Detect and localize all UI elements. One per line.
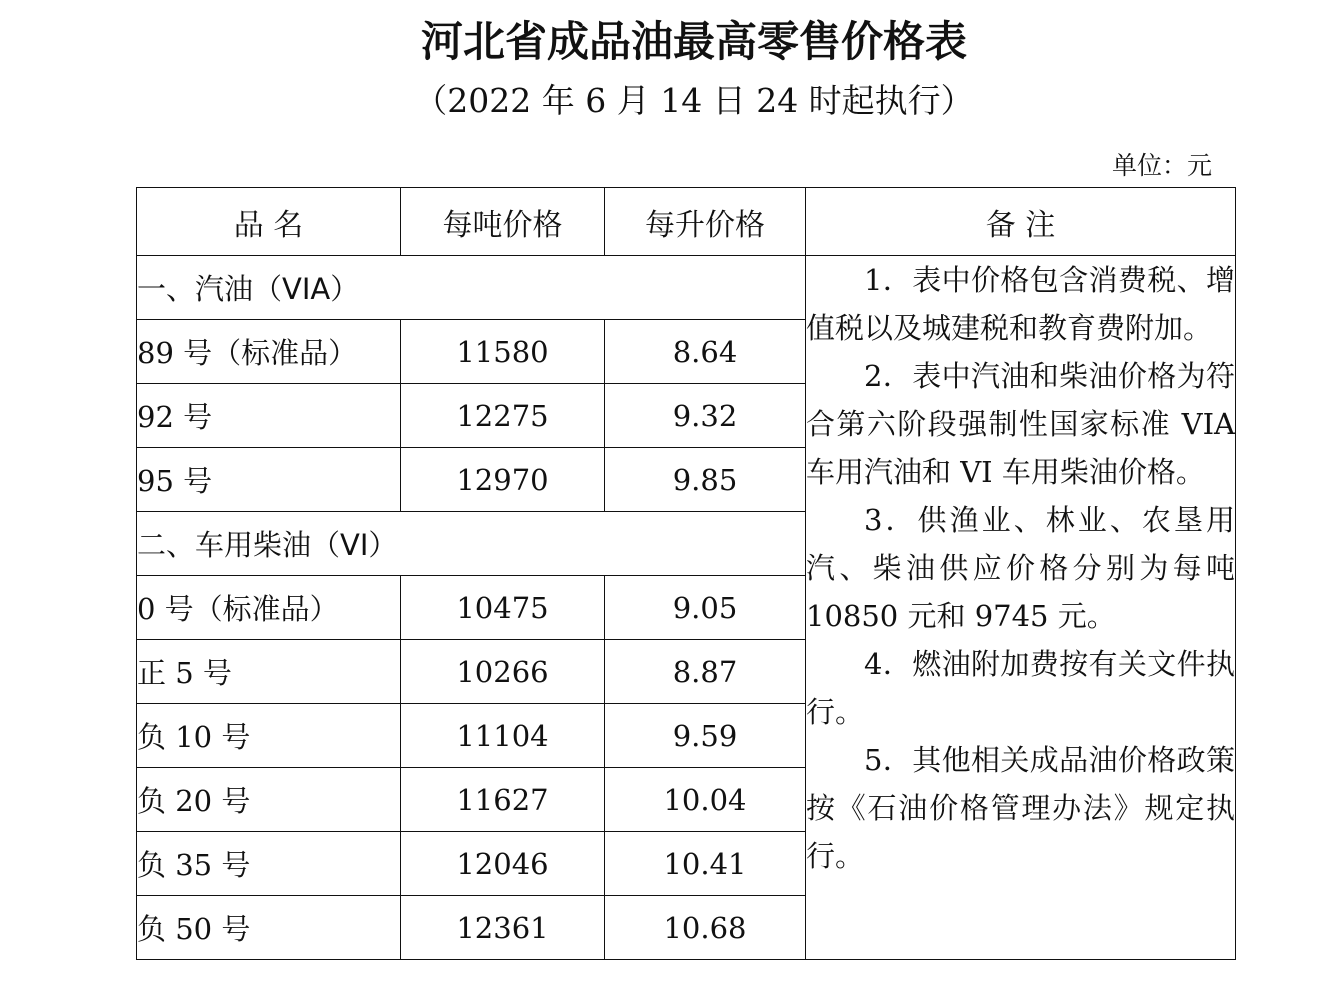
product-name: 92 号 bbox=[137, 384, 401, 448]
note-item: 5．其他相关成品油价格政策按《石油价格管理办法》规定执行。 bbox=[806, 743, 1235, 873]
section-label-diesel: 二、车用柴油（VI） bbox=[137, 512, 806, 576]
header-price-per-liter: 每升价格 bbox=[605, 188, 806, 256]
price-per-ton: 10475 bbox=[401, 576, 605, 640]
header-price-per-ton: 每吨价格 bbox=[401, 188, 605, 256]
section-row-gasoline bbox=[137, 256, 1236, 320]
price-per-ton: 11580 bbox=[401, 320, 605, 384]
effective-date-subtitle: （2022 年 6 月 14 日 24 时起执行） bbox=[414, 81, 974, 120]
price-per-liter: 9.32 bbox=[605, 384, 806, 448]
header-product-name: 品 名 bbox=[137, 188, 401, 256]
price-per-liter: 10.04 bbox=[605, 768, 806, 832]
product-name: 正 5 号 bbox=[137, 640, 401, 704]
note-item: 2．表中汽油和柴油价格为符合第六阶段强制性国家标准 VIA 车用汽油和 VI 车用柴油价格。 bbox=[806, 359, 1235, 489]
product-name: 负 20 号 bbox=[137, 768, 401, 832]
price-per-ton: 11104 bbox=[401, 704, 605, 768]
product-name: 95 号 bbox=[137, 448, 401, 512]
price-per-liter: 9.05 bbox=[605, 576, 806, 640]
price-per-ton: 12361 bbox=[401, 896, 605, 960]
header-remarks: 备 注 bbox=[806, 188, 1236, 256]
price-per-liter: 8.87 bbox=[605, 640, 806, 704]
unit-label: 单位：元 bbox=[1111, 151, 1212, 180]
section-label-gasoline: 一、汽油（VIA） bbox=[137, 256, 806, 320]
product-name: 89 号（标准品） bbox=[137, 320, 401, 384]
product-name: 负 50 号 bbox=[137, 896, 401, 960]
product-name: 负 35 号 bbox=[137, 832, 401, 896]
note-item: 1．表中价格包含消费税、增值税以及城建税和教育费附加。 bbox=[806, 263, 1235, 345]
price-per-ton: 12970 bbox=[401, 448, 605, 512]
price-per-ton: 10266 bbox=[401, 640, 605, 704]
price-per-ton: 12275 bbox=[401, 384, 605, 448]
price-per-liter: 9.59 bbox=[605, 704, 806, 768]
table-header-row bbox=[137, 188, 1236, 256]
price-per-ton: 11627 bbox=[401, 768, 605, 832]
document-title: 河北省成品油最高零售价格表 bbox=[420, 17, 967, 66]
remarks-cell bbox=[806, 256, 1236, 960]
note-item: 4．燃油附加费按有关文件执行。 bbox=[806, 647, 1235, 729]
price-per-liter: 9.85 bbox=[605, 448, 806, 512]
price-per-liter: 10.41 bbox=[605, 832, 806, 896]
price-table bbox=[136, 187, 1236, 960]
product-name: 0 号（标准品） bbox=[137, 576, 401, 640]
price-per-liter: 8.64 bbox=[605, 320, 806, 384]
product-name: 负 10 号 bbox=[137, 704, 401, 768]
price-per-liter: 10.68 bbox=[605, 896, 806, 960]
price-per-ton: 12046 bbox=[401, 832, 605, 896]
note-item: 3．供渔业、林业、农垦用汽、柴油供应价格分别为每吨 10850 元和 9745 元。 bbox=[806, 503, 1235, 633]
